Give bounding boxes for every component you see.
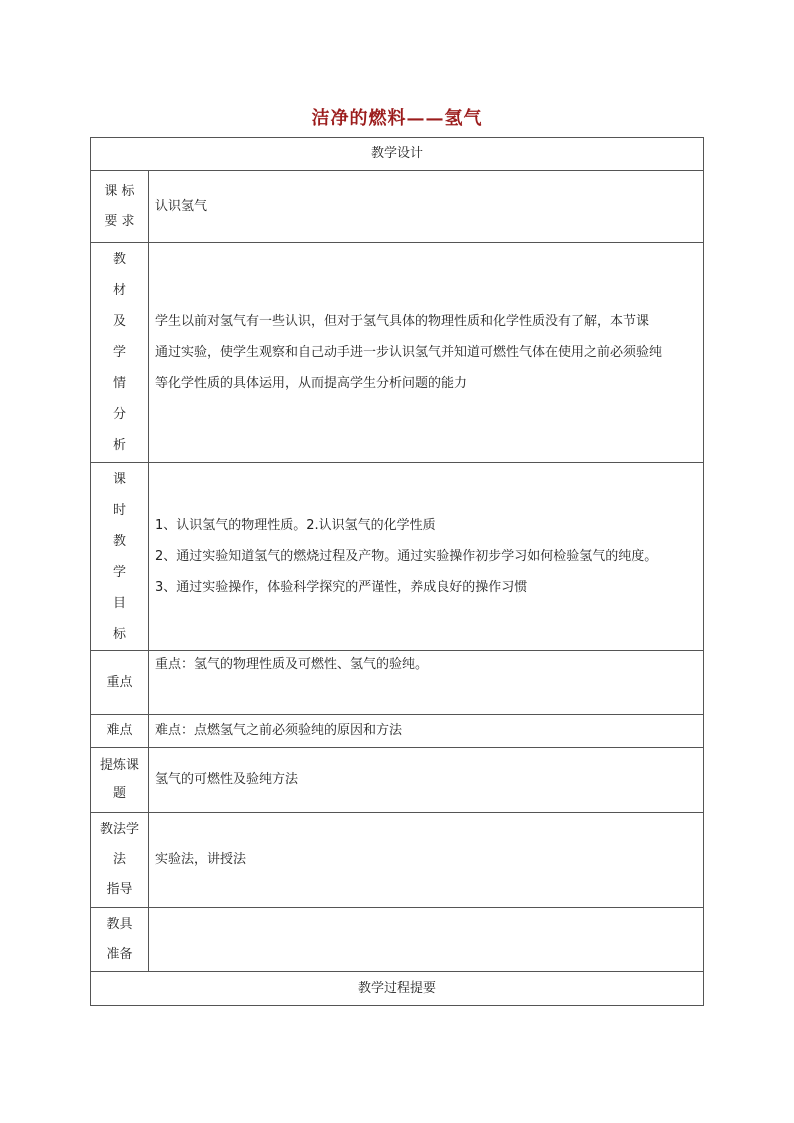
label-line: 标 (112, 626, 126, 642)
table-header: 教学设计 (91, 138, 704, 171)
label-line: 要 求 (104, 213, 135, 229)
label-line: 析 (112, 438, 126, 453)
content-line: 学生以前对氢气有一些认识，但对于氢气具体的物理性质和化学性质没有了解，本节课 (155, 314, 650, 329)
row-value-lesson-objectives (149, 463, 704, 651)
content-line: 通过实验，使学生观察和自己动手进一步认识氢气并知道可燃性气体在使用之前必须验纯 (155, 345, 663, 360)
document-title: 洁净的燃料——氢气 (311, 108, 483, 129)
row-value-material-analysis (149, 243, 704, 463)
label-line: 教具 (106, 916, 133, 932)
content-line: 2、通过实验知道氢气的燃烧过程及产物。通过实验操作初步学习如何检验氢气的纯度。 (155, 549, 658, 564)
row-value-teaching-methods (149, 813, 704, 908)
row-label-material-analysis (91, 243, 149, 463)
content-line: 1、认识氢气的物理性质。2.认识氢气的化学性质 (155, 518, 436, 533)
row-label-teaching-aids (91, 908, 149, 972)
row-value-teaching-aids (149, 908, 704, 972)
label-line: 学 (112, 564, 126, 580)
row-value-key-points (149, 651, 704, 715)
label-line: 提炼课 (99, 758, 139, 773)
label-line: 课 标 (104, 183, 135, 199)
content-line: 实验法，讲授法 (155, 852, 247, 867)
label-line: 教 (112, 252, 126, 267)
row-label-difficulties (91, 715, 149, 748)
label-line: 材 (112, 283, 126, 298)
label-line: 课 (112, 471, 126, 487)
label-line: 及 (112, 314, 126, 329)
content-line: 氢气的可燃性及验纯方法 (155, 772, 299, 787)
label-line: 难点 (106, 723, 133, 738)
label-line: 学 (112, 345, 126, 360)
label-line: 指导 (106, 882, 133, 897)
row-value-curriculum-requirement (149, 171, 704, 243)
content-line: 难点：点燃氢气之前必须验纯的原因和方法 (155, 723, 403, 738)
row-value-difficulties (149, 715, 704, 748)
row-label-key-points (91, 651, 149, 715)
content-line: 重点：氢气的物理性质及可燃性、氢气的验纯。 (155, 657, 429, 672)
row-label-curriculum-requirement (91, 171, 149, 243)
label-line: 时 (112, 502, 126, 518)
label-line: 教法学 (99, 822, 139, 837)
content-line: 等化学性质的具体运用，从而提高学生分析问题的能力 (155, 376, 468, 391)
row-label-lesson-objectives (91, 463, 149, 651)
label-line: 教 (112, 533, 126, 549)
label-line: 法 (112, 852, 126, 867)
label-line: 重点 (106, 674, 133, 690)
table-footer-process-summary: 教学过程提要 (91, 972, 704, 1006)
label-line: 准备 (106, 946, 133, 962)
label-line: 目 (112, 595, 126, 611)
label-line: 题 (112, 786, 126, 801)
content-line: 认识氢气 (155, 198, 208, 214)
row-label-refined-topic (91, 748, 149, 813)
label-line: 分 (112, 407, 126, 422)
lesson-design-table (90, 137, 704, 1006)
row-label-teaching-methods (91, 813, 149, 908)
content-line: 3、通过实验操作，体验科学探究的严谨性，养成良好的操作习惯 (155, 580, 528, 595)
label-line: 情 (112, 376, 126, 391)
row-value-refined-topic (149, 748, 704, 813)
